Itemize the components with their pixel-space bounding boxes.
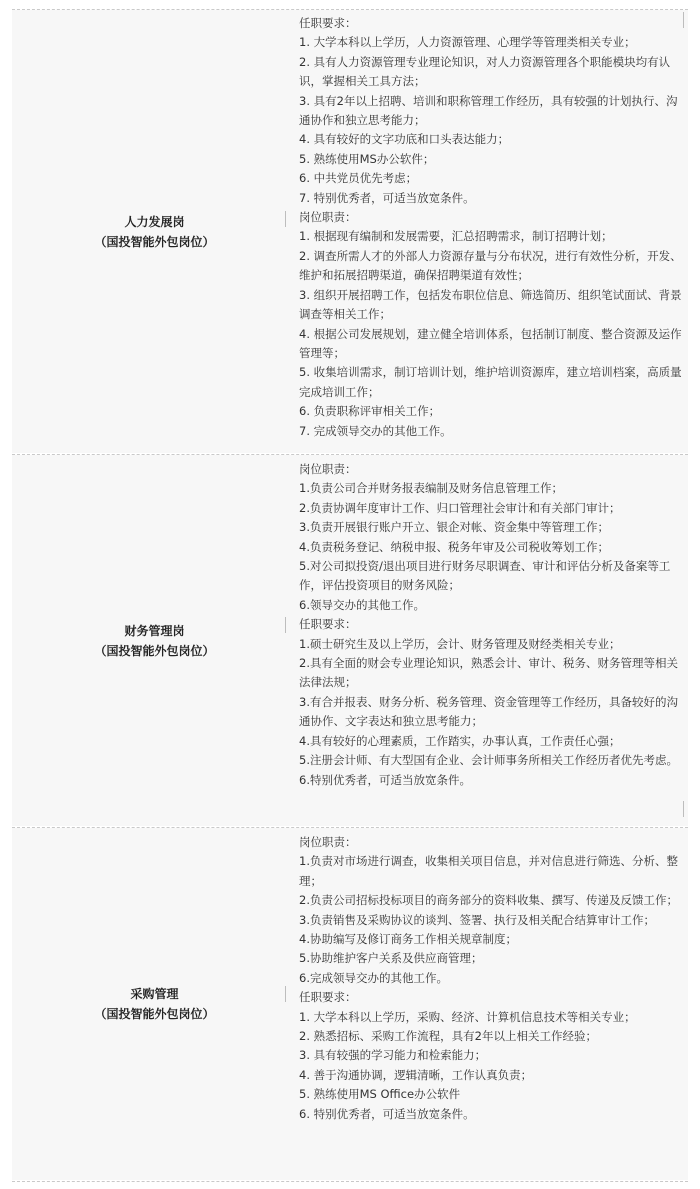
description-line: 1. 大学本科以上学历，采购、经济、计算机信息技术等相关专业； [299, 1009, 636, 1024]
description-line: 6.完成领导交办的其他工作。 [299, 970, 448, 985]
column-divider [285, 986, 286, 1002]
description-line: 3.负责销售及采购协议的谈判、签署、执行及相关配合结算审计工作； [299, 912, 655, 927]
job-description [299, 833, 682, 1124]
job-title-cell [12, 828, 297, 1180]
description-line: 6.特别优秀者，可适当放宽条件。 [299, 772, 471, 787]
description-line: 岗位职责： [299, 210, 357, 225]
description-line: 2.负责协调年度审计工作、归口管理社会审计和有关部门审计； [299, 500, 621, 515]
description-line: 2. 调查所需人才的外部人力资源存量与分布状况，进行有效性分析，开发、维护和拓展招聘渠道，确保招聘渠道有效性； [299, 248, 682, 283]
description-line: 5.协助维护客户关系及供应商管理； [299, 951, 483, 966]
description-line: 2.负责公司招标投标项目的商务部分的资料收集、撰写、传递及反馈工作； [299, 893, 678, 908]
description-line: 7. 完成领导交办的其他工作。 [299, 423, 452, 438]
description-line: 任职要求： [299, 617, 357, 632]
description-line: 3. 具有较强的学习能力和检索能力； [299, 1048, 487, 1063]
description-line: 1.硕士研究生及以上学历，会计、财务管理及财经类相关专业； [299, 636, 621, 651]
description-line: 岗位职责： [299, 462, 357, 476]
description-line: 1. 根据现有编制和发展需要，汇总招聘需求，制订招聘计划； [299, 229, 613, 244]
description-line: 4.协助编写及修订商务工作相关规章制度； [299, 932, 517, 947]
job-title-cell [12, 455, 297, 826]
description-line: 5.对公司拟投资/退出项目进行财务尽职调查、审计和评估分析及备案等工作，评估投资项目的财务风险； [299, 559, 671, 593]
description-line: 岗位职责： [299, 835, 357, 849]
description-line: 6. 中共党员优先考虑； [299, 171, 418, 186]
description-line: 3. 组织开展招聘工作，包括发布职位信息、筛选简历、组织笔试面试、背景调查等相关工作； [299, 287, 682, 322]
job-description [299, 14, 682, 441]
row-divider [12, 1181, 688, 1182]
description-line: 5. 熟练使用MS办公软件； [299, 151, 435, 166]
description-line: 7. 特别优秀者，可适当放宽条件。 [299, 190, 475, 205]
description-line: 2.具有全面的财会专业理论知识，熟悉会计、审计、税务、财务管理等相关法律法规； [299, 656, 678, 690]
description-line: 1.负责公司合并财务报表编制及财务信息管理工作； [299, 481, 563, 496]
description-line: 5. 收集培训需求，制订培训计划，维护培训资源库，建立培训档案，高质量完成培训工作； [299, 365, 682, 399]
description-line: 任职要求： [299, 16, 357, 30]
job-subtitle: （国投智能外包岗位） [94, 643, 215, 658]
description-line: 3.负责开展银行账户开立、银企对帐、资金集中等管理工作； [299, 520, 609, 535]
description-line: 1.负责对市场进行调查，收集相关项目信息，并对信息进行筛选、分析、整理； [299, 854, 678, 888]
description-line: 2. 具有人力资源管理专业理论知识，对人力资源管理各个职能模块均有认识，掌握相关工具方法； [299, 54, 671, 89]
cell-edge-marker [683, 12, 684, 28]
description-line: 1. 大学本科以上学历，人力资源管理、心理学等管理类相关专业； [299, 35, 636, 50]
description-line: 3. 具有2年以上招聘、培训和职称管理工作经历，具有较强的计划执行、沟通协作和独立思考能力； [299, 93, 678, 128]
cell-edge-marker [683, 801, 684, 817]
job-description [299, 460, 682, 790]
description-line: 5.注册会计师、有大型国有企业、会计师事务所相关工作经历者优先考虑。 [299, 753, 678, 768]
description-line: 5. 熟练使用MS Office办公软件 [299, 1087, 461, 1102]
job-title: 人力发展岗 [124, 214, 185, 229]
description-line: 4. 善于沟通协调，逻辑清晰，工作认真负责； [299, 1067, 533, 1082]
job-row-finance-management [12, 455, 688, 826]
job-title-cell [12, 10, 297, 453]
job-subtitle: （国投智能外包岗位） [94, 1007, 215, 1021]
description-line: 3.有合并报表、财务分析、税务管理、资金管理等工作经历，具备较好的沟通协作、文字表达和独立思考能力； [299, 694, 678, 729]
description-line: 4. 根据公司发展规划，建立健全培训体系，包括制订制度、整合资源及运作管理等； [299, 326, 682, 360]
job-title: 采购管理 [130, 987, 179, 1001]
job-subtitle: （国投智能外包岗位） [94, 234, 215, 249]
job-row-hr-development [12, 10, 688, 453]
job-row-procurement-management [12, 828, 688, 1180]
description-line: 6. 特别优秀者，可适当放宽条件。 [299, 1106, 475, 1121]
description-line: 6. 负责职称评审相关工作； [299, 404, 441, 419]
description-line: 6.领导交办的其他工作。 [299, 597, 425, 612]
description-line: 4. 具有较好的文字功底和口头表达能力； [299, 132, 510, 147]
description-line: 4.负责税务登记、纳税申报、税务年审及公司税收筹划工作； [299, 539, 609, 554]
description-line: 2. 熟悉招标、采购工作流程，具有2年以上相关工作经验； [299, 1029, 597, 1044]
column-divider [285, 211, 286, 227]
job-title: 财务管理岗 [124, 623, 185, 638]
description-line: 任职要求： [299, 990, 357, 1005]
description-line: 4.具有较好的心理素质，工作踏实，办事认真，工作责任心强； [299, 733, 621, 748]
column-divider [285, 617, 286, 633]
